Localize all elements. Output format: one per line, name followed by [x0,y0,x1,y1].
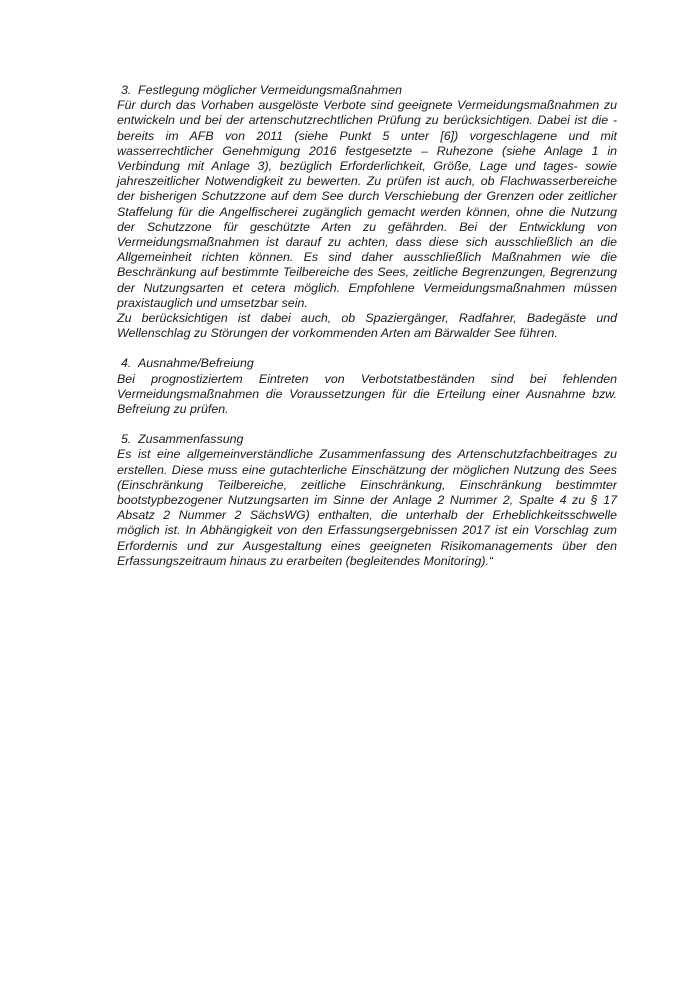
section-paragraph: Für durch das Vorhaben ausgelöste Verbote sind geeignete Vermeidungsmaßnahmen zu entwickeln und bei der artenschutzrechtlichen Prüfung zu berücksichtigen. Dabei ist die - bereits im AFB von 2011 (siehe Punkt 5 unter [6]) vorgeschlagene und mit wasserrechtlicher Genehmigung 2016 festgesetzte – Ruhezone (siehe Anlage 1 in Verbindung mit Anlage 3), bezüglich Erforderlichkeit, Größe, Lage und tages- sowie jahreszeitlicher Notwendigkeit zu bewerten. Zu prüfen ist auch, ob Flachwasserbereiche der bisherigen Schutzzone auf dem See durch Verschiebung der Grenzen oder zeitlicher Staffelung für die Angelfischerei zugänglich gemacht werden können, ohne die Nutzung der Schutzzone für geschützte Arten zu gefährden. Bei der Entwicklung von Vermeidungsmaßnahmen ist darauf zu achten, dass diese sich ausschließlich an die Allgemeinheit richten können. Es sind daher ausschließlich Maßnahmen wie die Beschränkung auf bestimmte Teilbereiche des Sees, zeitliche Begrenzungen, Begrenzung der Nutzungsarten et cetera möglich. Empfohlene Vermeidungsmaßnahmen müssen praxistauglich und umsetzbar sein. [117,98,617,310]
section-title: Festlegung möglicher Vermeidungsmaßnahmen [138,83,403,97]
section-number: 3. [121,83,132,97]
section-paragraph: Bei prognostiziertem Eintreten von Verbotstatbeständen sind bei fehlenden Vermeidungsmaßnahmen die Voraussetzungen für die Erteilung einer Ausnahme bzw. Befreiung zu prüfen. [117,371,617,417]
section-vermeidungsmassnahmen [117,83,617,341]
section-paragraph: Es ist eine allgemeinverständliche Zusammenfassung des Artenschutzfachbeitrages zu erstellen. Diese muss eine gutachterliche Einschätzung der möglichen Nutzung des Sees (Einschränkung Teilbereiche, zeitliche Einschränkung, Einschränkung bestimmter bootstypbezogener Nutzungsarten im Sinne der Anlage 2 Nummer 2, Spalte 4 zu § 17 Absatz 2 Nummer 2 SächsWG) enthalten, die unterhalb der Erheblichkeitsschwelle möglich ist. In Abhängigkeit von den Erfassungsergebnissen 2017 ist ein Vorschlag zum Erfordernis und zur Ausgestaltung eines geeigneten Risikomanagements über den Erfassungszeitraum hinaus zu erarbeiten (begleitendes Monitoring).“ [117,447,617,568]
section-ausnahme-befreiung [117,356,617,417]
section-heading [117,432,617,447]
section-heading [117,83,617,98]
section-zusammenfassung [117,432,617,569]
section-heading [117,356,617,371]
document-page [117,83,617,584]
section-title: Ausnahme/Befreiung [138,356,254,371]
section-number: 4. [121,356,132,371]
section-paragraph: Zu berücksichtigen ist dabei auch, ob Spaziergänger, Radfahrer, Badegäste und Wellenschlag zu Störungen der vorkommenden Arten am Bärwalder See führen. [117,311,617,341]
section-title: Zusammenfassung [138,432,244,447]
section-number: 5. [121,432,132,447]
